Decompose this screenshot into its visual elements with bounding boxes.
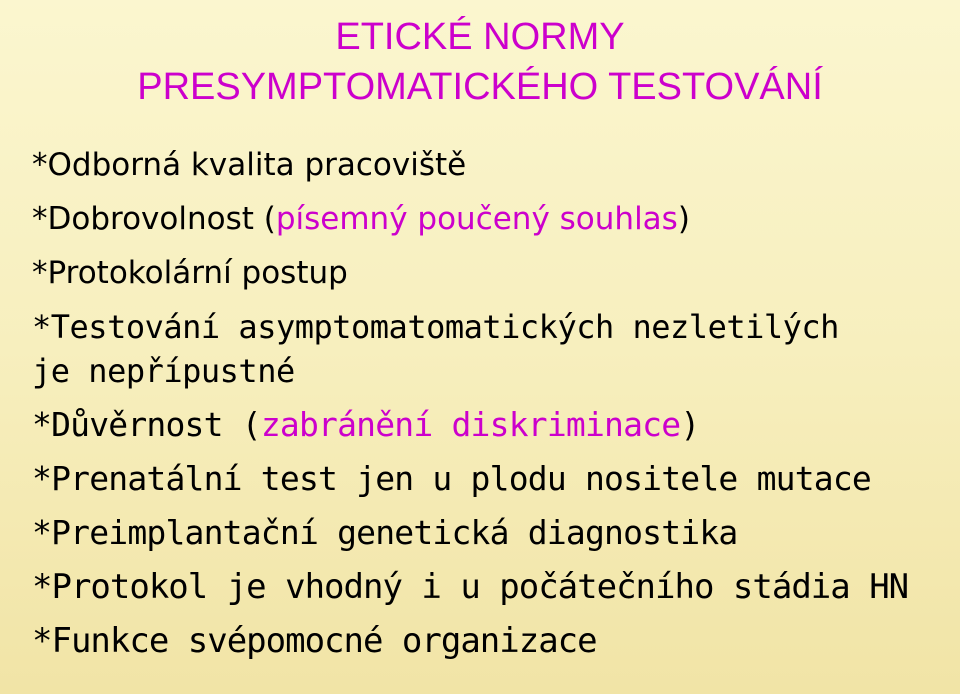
bullet-item: *Preimplantační genetická diagnostika xyxy=(32,513,738,552)
bullet-item: *Dobrovolnost (písemný poučený souhlas) xyxy=(32,201,690,237)
bullet-list xyxy=(32,138,952,668)
title-line-1: ETICKÉ NORMY xyxy=(335,16,625,58)
bullet-highlight: zabránění diskriminace xyxy=(260,405,681,444)
bullet-item: *Odborná kvalita pracoviště xyxy=(32,147,467,183)
title-line-2: PRESYMPTOMATICKÉHO TESTOVÁNÍ xyxy=(137,66,823,108)
slide-title xyxy=(0,12,960,112)
bullet-item: *Důvěrnost (zabránění diskriminace) xyxy=(32,405,700,444)
bullet-item: *Prenatální test jen u plodu nositele mutace xyxy=(32,459,871,498)
bullet-item-continuation: je nepřípustné xyxy=(32,352,295,390)
bullet-item: *Testování asymptomatomatických nezletilých xyxy=(32,308,839,346)
bullet-item: *Protokolární postup xyxy=(32,255,348,291)
bullet-highlight: písemný poučený souhlas xyxy=(275,201,678,237)
bullet-item: *Protokol je vhodný i u počátečního stádia HN xyxy=(32,567,909,607)
bullet-item: *Funkce svépomocné organizace xyxy=(32,621,597,661)
